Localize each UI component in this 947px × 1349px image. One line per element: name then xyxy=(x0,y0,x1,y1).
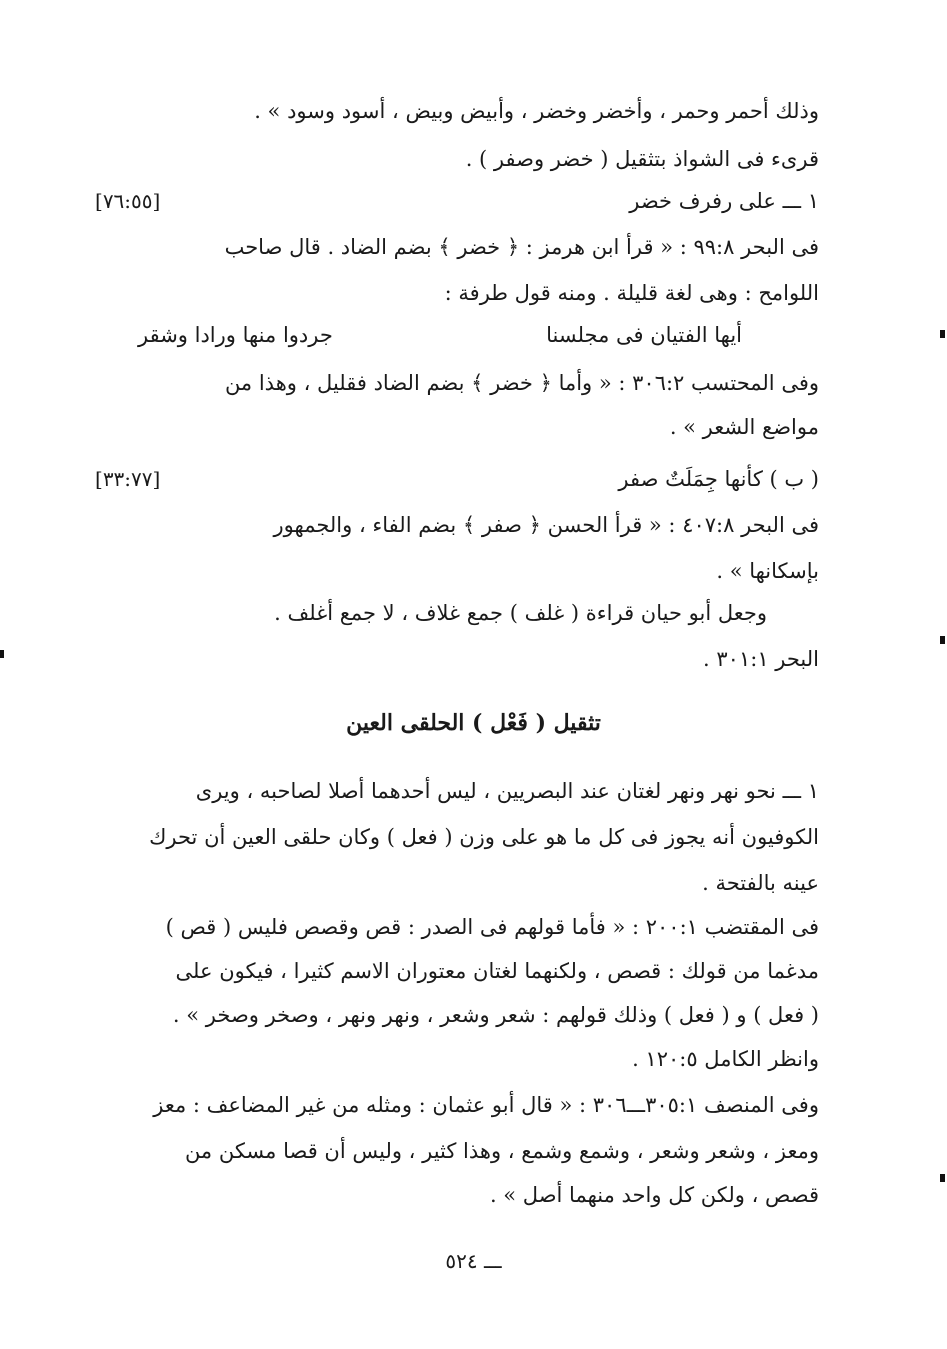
text-line-23: قصص ، ولكن كل واحد منهما أصل » . xyxy=(489,1183,819,1207)
verse-reference-1: [٧٦:٥٥] xyxy=(95,189,161,213)
margin-mark-4 xyxy=(0,650,4,658)
text-line-5: اللوامح : وهى لغة قليلة . ومنه قول طرفة : xyxy=(444,281,819,305)
text-line-11: بإسكانها » . xyxy=(716,559,819,583)
text-line-2: قرىء فى الشواذ بتثقيل ( خضر وصفر ) . xyxy=(465,147,819,171)
text-line-7: وفى المحتسب ٣٠٦:٢ : « وأما ﴿ خضر ﴾ بضم الضاد فقليل ، وهذا من xyxy=(224,371,819,395)
text-line-17: فى المقتضب ٢٠٠:١ : « فأما قولهم فى الصدر : قص وقصص فليس ( قص ) xyxy=(165,915,819,939)
text-line-10: فى البحر ٤٠٧:٨ : « قرأ الحسن ﴿ صفر ﴾ بضم الفاء ، والجمهور xyxy=(273,513,819,537)
section-heading: تثقيل ( فَعْل ) الحلقى العين xyxy=(346,710,601,736)
page-number: ـــ ٥٢٤ xyxy=(445,1249,502,1273)
text-line-18: مدغما من قولك : قصص ، ولكنهما لغتان معتوران الاسم كثيرا ، فيكون على xyxy=(175,959,819,983)
verse-reference-2: [٣٣:٧٧] xyxy=(95,467,161,491)
text-line-21: وفى المنصف ٣٠٥:١ـــ٣٠٦ : « قال أبو عثمان : ومثله من غير المضاعف : معز xyxy=(153,1093,819,1117)
quran-citation-1: ١ ـــ على رفرف خضر xyxy=(629,189,819,213)
poem-hemistich-first: أيها الفتيان فى مجلسنا xyxy=(546,323,742,347)
text-line-1: وذلك أحمر وحمر ، وأخضر وخضر ، وأبيض وبيض ، أسود وسود » . xyxy=(254,99,819,123)
text-line-15: الكوفيون أنه يجوز فى كل ما هو على وزن ( فعل ) وكان حلقى العين أن تحرك xyxy=(149,825,819,849)
text-line-13: البحر ٣٠١:١ . xyxy=(703,647,819,671)
text-line-16: عينه بالفتحة . xyxy=(702,871,819,895)
text-line-20: وانظر الكامل ١٢٠:٥ . xyxy=(632,1047,819,1071)
text-line-12: وجعل أبو حيان قراءة ( غلف ) جمع غلاف ، لا جمع أغلف . xyxy=(274,601,767,625)
poem-hemistich-second: جردوا منها ورادا وشقر xyxy=(138,323,333,347)
quran-citation-2: ( ب ) كأنها جِمَلَتٌ صفر xyxy=(618,467,819,491)
text-line-8: مواضع الشعر » . xyxy=(669,415,819,439)
text-line-4: فى البحر ٩٩:٨ : « قرأ ابن هرمز : ﴿ خضر ﴾ بضم الضاد . قال صاحب xyxy=(224,235,819,259)
margin-mark-1 xyxy=(940,330,945,338)
margin-mark-2 xyxy=(940,636,945,644)
margin-mark-3 xyxy=(940,1174,945,1182)
text-line-14: ١ ـــ نحو نهر ونهر لغتان عند البصريين ، ليس أحدهما أصلا لصاحبه ، ويرى xyxy=(195,779,819,803)
text-line-19: ( فعل ) و ( فعل ) وذلك قولهم : شعر وشعر ، ونهر ونهر ، وصخر وصخر » . xyxy=(172,1003,819,1027)
text-line-22: ومعز ، وشعر وشعر ، وشمع وشمع ، وهذا كثير ، وليس أن قصا مسكن من xyxy=(184,1139,819,1163)
